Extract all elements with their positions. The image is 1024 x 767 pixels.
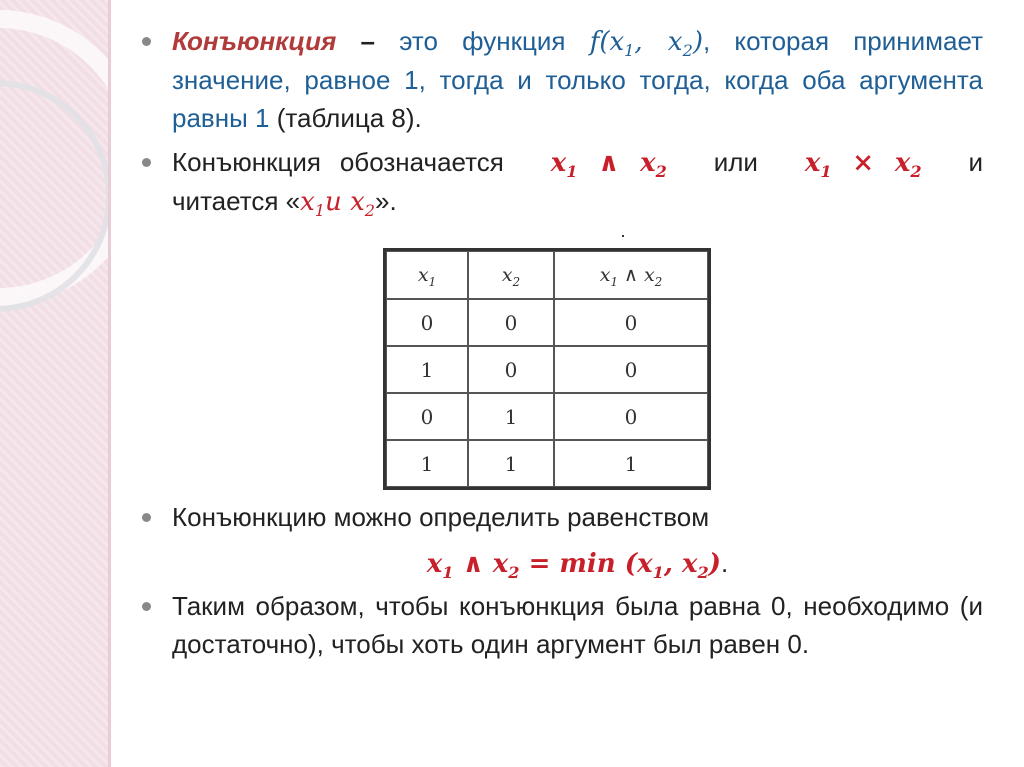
- decorative-side-band: [0, 0, 110, 767]
- bullet-min-definition: [138, 498, 983, 536]
- table-row: [386, 440, 708, 487]
- bullet-dot-icon: [142, 513, 151, 522]
- band-edge-divider: [108, 0, 111, 767]
- cell: 0: [554, 346, 708, 393]
- cell: 0: [386, 299, 468, 346]
- notation-text: Конъюнкция обозначается: [172, 147, 504, 177]
- notation-and: $x_1$ ∧ $x_2$: [550, 148, 667, 182]
- bullet-notation: [138, 143, 983, 221]
- cell: 0: [468, 346, 554, 393]
- definition-dash: –: [360, 26, 375, 56]
- table-row: [386, 346, 708, 393]
- bullet-dot-icon: [142, 602, 151, 611]
- header-x1: $x_1$: [386, 251, 468, 299]
- min-formula: $x_1$ ∧ $x_2 = \min (x_1$, $x_2$).: [426, 548, 729, 583]
- term-conjunction: Конъюнкция: [172, 26, 337, 56]
- notation-read-formula: $x_1и$ $x_2$: [300, 187, 375, 221]
- cell: 1: [468, 440, 554, 487]
- definition-tail: , которая принимает значение, равное 1, тогда и только тогда, когда оба аргумента равны 1: [172, 26, 984, 133]
- bullet-dot-icon: [142, 158, 151, 167]
- table-reference: (таблица 8).: [276, 103, 422, 133]
- function-notation: $f(x_1$, $x_2$): [589, 27, 703, 61]
- formula-period: .: [720, 548, 729, 578]
- table-header-row: [386, 251, 708, 299]
- table-row: [386, 393, 708, 440]
- cell: 1: [386, 440, 468, 487]
- cell: 0: [554, 393, 708, 440]
- stray-dot: [622, 235, 624, 237]
- cell: 0: [554, 299, 708, 346]
- notation-read-end: ».: [374, 186, 397, 216]
- cell: 1: [386, 346, 468, 393]
- bullet-dot-icon: [142, 37, 151, 46]
- conclusion-text: Таким образом, чтобы конъюнкция была равна 0, необходимо (и достаточно), чтобы хоть один аргумент был равен 0.: [172, 591, 983, 659]
- notation-and-word: и: [968, 147, 983, 177]
- notation-or: или: [713, 147, 758, 177]
- header-x1-and-x2: $x_1$ ∧ $x_2$: [554, 251, 708, 299]
- table-row: [386, 299, 708, 346]
- definition-lead: это функция: [399, 26, 566, 56]
- slide-body-bottom: [138, 498, 983, 663]
- notation-times: $x_1 \times x_2$: [804, 148, 922, 182]
- min-definition-text: Конъюнкцию можно определить равенством: [172, 502, 710, 532]
- cell: 0: [386, 393, 468, 440]
- cell: 1: [468, 393, 554, 440]
- header-x2: $x_2$: [468, 251, 554, 299]
- notation-read: читается «: [172, 186, 301, 216]
- truth-table-conjunction: [383, 248, 711, 490]
- cell: 0: [468, 299, 554, 346]
- cell: 1: [554, 440, 708, 487]
- bullet-conclusion: [138, 587, 983, 663]
- slide-body-top: [138, 22, 983, 221]
- bullet-definition: [138, 22, 983, 137]
